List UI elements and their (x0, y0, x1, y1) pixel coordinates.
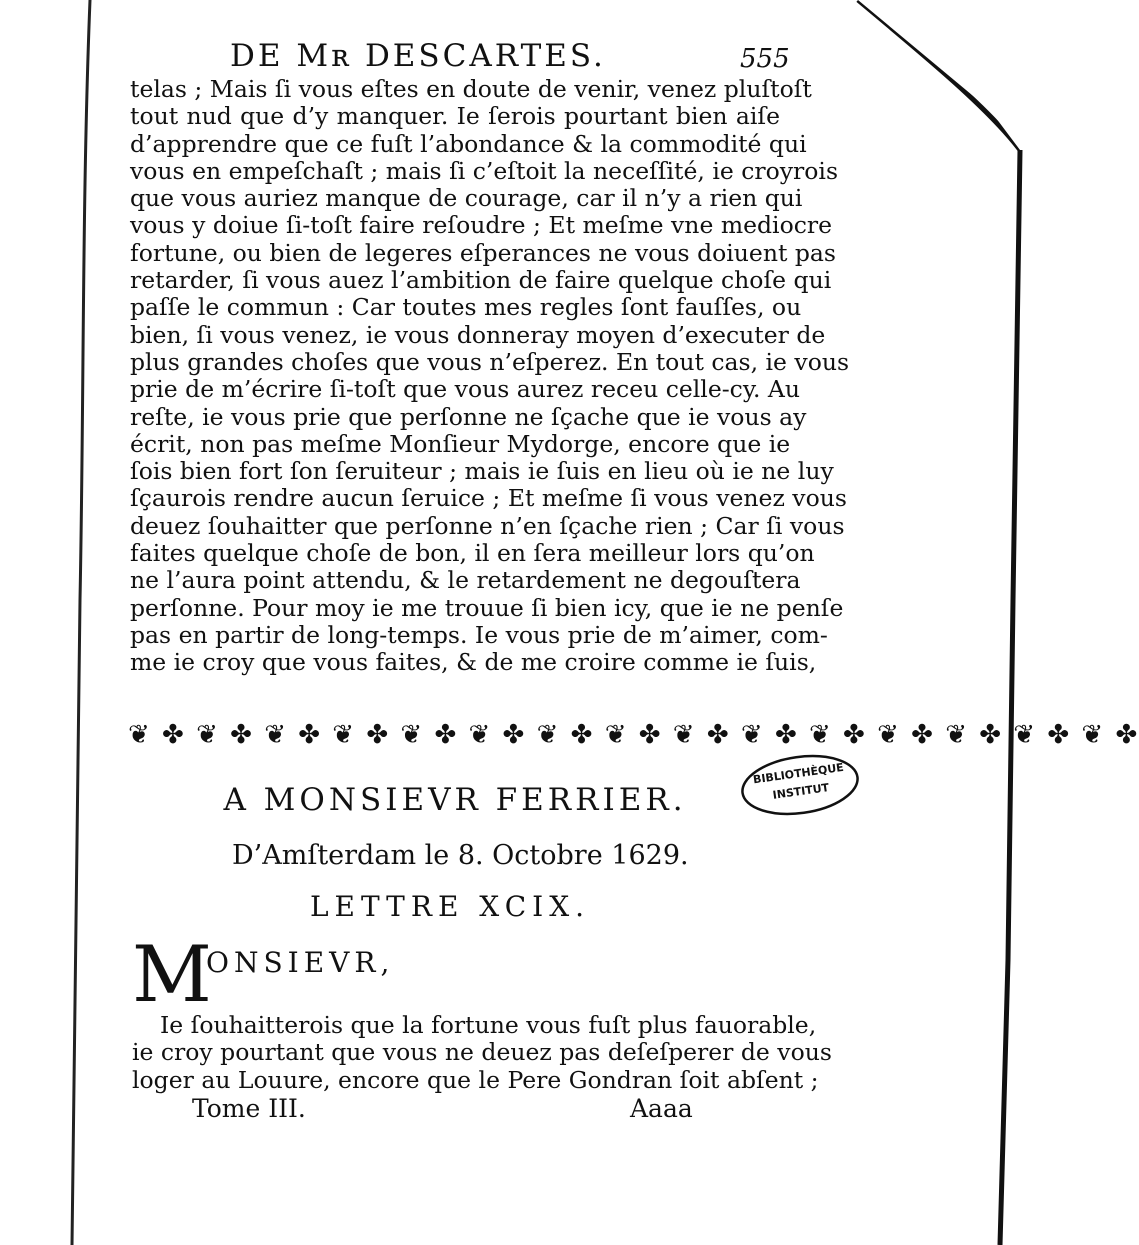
text-line: vous en empeſchaſt ; mais ſi c’eſtoit la neceſſité, ie croyrois (130, 156, 839, 185)
text-line: me ie croy que vous faites, & de me croire comme ie ſuis, (130, 648, 817, 677)
text-line: d’apprendre que ce fuſt l’abondance & la commodité qui (130, 129, 807, 158)
footer-signature-mark: Aaaa (630, 1094, 693, 1123)
text-line: fortune, ou bien de legeres eſperances ne vous doiuent pas (130, 238, 836, 267)
text-line: perſonne. Pour moy ie me trouue ſi bien icy, que ie ne penſe (130, 593, 844, 622)
text-line: tout nud que d’y manquer. Ie ſerois pourtant bien aiſe (130, 102, 780, 131)
page-number: 555 (740, 44, 790, 74)
text-line: bien, ſi vous venez, ie vous donneray moyen d’executer de (130, 320, 826, 349)
addressee-heading: A MONSIEVR FERRIER. (223, 782, 687, 818)
ornamental-divider: ❦ ✤ ❦ ✤ ❦ ✤ ❦ ✤ ❦ ✤ ❦ ✤ ❦ ✤ ❦ ✤ ❦ ✤ ❦ ✤ ❦ ✤ ❦ ✤ ❦ ✤ ❦ ✤ ❦ ✤ (128, 720, 1139, 750)
text-line: reſte, ie vous prie que perſonne ne ſçache que ie vous ay (130, 402, 807, 431)
text-line: que vous auriez manque de courage, car il n’y a rien qui (130, 184, 803, 213)
text-line: faites quelque choſe de bon, il en ſera meilleur lors qu’on (130, 539, 815, 568)
library-stamp (738, 752, 862, 818)
text-line: loger au Louure, encore que le Pere Gondran ſoit abſent ; (132, 1065, 819, 1094)
stamp-line: BIBLIOTHÈQUE (752, 760, 845, 787)
text-line: plus grandes choſes que vous n’eſperez. En tout cas, ie vous (130, 347, 850, 376)
text-line: vous y doiue ſi-toſt faire reſoudre ; Et meſme vne mediocre (130, 211, 833, 240)
text-line: écrit, non pas meſme Monſieur Mydorge, encore que ie (130, 429, 791, 458)
paragraph-1 (130, 75, 850, 677)
drop-cap: M (132, 930, 212, 1020)
paragraph-2 (132, 1011, 832, 1094)
text-line: ie croy pourtant que vous ne deuez pas deſeſperer de vous (132, 1038, 832, 1067)
footer-volume: Tome III. (192, 1094, 306, 1123)
text-line: prie de m’écrire ſi-toſt que vous aurez receu celle-cy. Au (130, 375, 801, 404)
text-line: ſois bien fort ſon ſeruiteur ; mais ie ſuis en lieu où ie ne luy (130, 457, 834, 486)
text-line: pas en partir de long-temps. Ie vous prie de m’aimer, com- (130, 620, 828, 649)
dateline: D’Amſterdam le 8. Octobre 1629. (232, 840, 689, 871)
salutation (132, 930, 732, 1020)
text-line: paſſe le commun : Car toutes mes regles ſont fauſſes, ou (130, 293, 802, 322)
text-line: ſçaurois rendre aucun ſeruice ; Et meſme ſi vous venez vous (130, 484, 847, 513)
text-line: deuez ſouhaitter que perſonne n’en ſçache rien ; Car ſi vous (130, 511, 845, 540)
text-line: Ie ſouhaitterois que la fortune vous fuſt plus fauorable, (160, 1011, 817, 1039)
text-line: retarder, ſi vous auez l’ambition de faire quelque choſe qui (130, 266, 832, 295)
letter-number: LETTRE XCIX. (309, 890, 591, 923)
running-head: DE Mʀ DESCARTES. (230, 38, 606, 74)
text-line: ne l’aura point attendu, & le retardement ne degouſtera (130, 566, 801, 595)
stamp-line: INSTITUT (771, 781, 830, 802)
salutation-text: ONSIEVR, (206, 946, 395, 979)
text-line: telas ; Mais ſi vous eſtes en doute de venir, venez pluſtoſt (130, 75, 812, 103)
